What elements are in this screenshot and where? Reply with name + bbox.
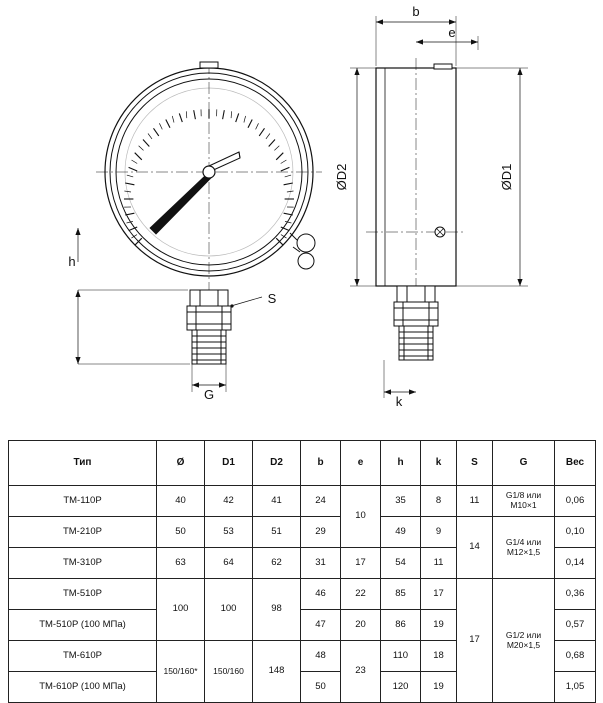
cell-g: G1/8 или M10×1 [493,486,555,517]
cell-weight: 1,05 [555,672,596,703]
cell-k: 19 [421,672,457,703]
label-D2: ØD2 [334,164,349,191]
cell-e: 17 [341,548,381,579]
specification-table [8,440,596,703]
cell-d1: 42 [205,486,253,517]
table-row [9,517,596,548]
cell-type: ТМ-510Р (100 МПа) [9,610,157,641]
th-h: h [381,441,421,486]
cell-g: G1/2 или M20×1,5 [493,579,555,703]
cell-e: 22 [341,579,381,610]
th-diameter: Ø [157,441,205,486]
th-g: G [493,441,555,486]
side-view [350,16,528,398]
cell-weight: 0,10 [555,517,596,548]
cell-s: 14 [457,517,493,579]
label-G: G [204,387,214,402]
cell-weight: 0,36 [555,579,596,610]
th-e: e [341,441,381,486]
cell-e: 23 [341,641,381,703]
cell-b: 47 [301,610,341,641]
cell-d1: 53 [205,517,253,548]
specification-table-wrapper [8,440,595,703]
th-d2: D2 [253,441,301,486]
cell-weight: 0,06 [555,486,596,517]
cell-type: ТМ-510Р [9,579,157,610]
cell-b: 46 [301,579,341,610]
label-k: k [396,394,403,409]
cell-diameter: 150/160* [157,641,205,703]
label-S: S [268,291,277,306]
cell-type: ТМ-610Р (100 МПа) [9,672,157,703]
cell-d1: 100 [205,579,253,641]
cell-type: ТМ-110Р [9,486,157,517]
cell-weight: 0,14 [555,548,596,579]
cell-type: ТМ-210Р [9,517,157,548]
cell-d2: 51 [253,517,301,548]
cell-d1: 64 [205,548,253,579]
cell-h: 85 [381,579,421,610]
cell-s: 17 [457,579,493,703]
cell-h: 49 [381,517,421,548]
cell-h: 54 [381,548,421,579]
cell-b: 48 [301,641,341,672]
cell-g: G1/4 или M12×1,5 [493,517,555,579]
cell-b: 29 [301,517,341,548]
cell-weight: 0,68 [555,641,596,672]
th-b: b [301,441,341,486]
cell-d2: 41 [253,486,301,517]
cell-s: 11 [457,486,493,517]
cell-d2: 98 [253,579,301,641]
cell-d2: 62 [253,548,301,579]
cell-b: 31 [301,548,341,579]
cell-k: 11 [421,548,457,579]
cell-b: 24 [301,486,341,517]
cell-type: ТМ-610Р [9,641,157,672]
label-h: h [68,254,75,269]
cell-k: 18 [421,641,457,672]
label-b: b [412,4,419,19]
cell-diameter: 63 [157,548,205,579]
cell-type: ТМ-310Р [9,548,157,579]
front-view [75,62,322,392]
cell-h: 120 [381,672,421,703]
th-weight: Вес [555,441,596,486]
cell-e: 20 [341,610,381,641]
cell-h: 86 [381,610,421,641]
cell-d1: 150/160 [205,641,253,703]
cell-diameter: 100 [157,579,205,641]
cell-diameter: 40 [157,486,205,517]
th-s: S [457,441,493,486]
table-row [9,486,596,517]
th-d1: D1 [205,441,253,486]
cell-k: 17 [421,579,457,610]
cell-d2: 148 [253,641,301,703]
cell-weight: 0,57 [555,610,596,641]
cell-k: 9 [421,517,457,548]
cell-h: 35 [381,486,421,517]
cell-h: 110 [381,641,421,672]
cell-e: 10 [341,486,381,548]
th-k: k [421,441,457,486]
cell-diameter: 50 [157,517,205,548]
table-row [9,579,596,610]
label-e: e [448,25,455,40]
cell-b: 50 [301,672,341,703]
label-D1: ØD1 [499,164,514,191]
cell-k: 19 [421,610,457,641]
th-type: Тип [9,441,157,486]
table-header-row [9,441,596,486]
cell-k: 8 [421,486,457,517]
